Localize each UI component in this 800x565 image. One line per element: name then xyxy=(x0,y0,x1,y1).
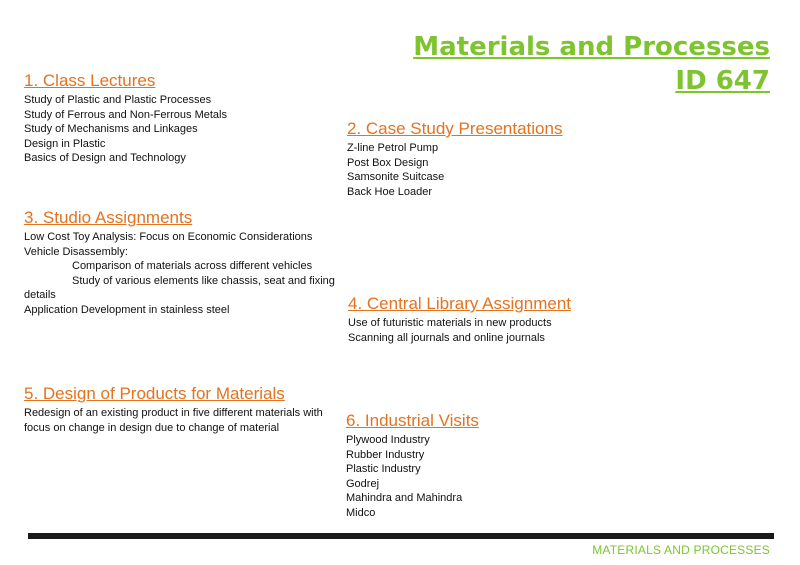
section-class-lectures xyxy=(24,70,227,166)
section-heading: 5. Design of Products for Materials xyxy=(24,384,285,403)
page-title xyxy=(413,30,770,98)
list-item: Godrej xyxy=(346,477,380,490)
section-industrial-visits xyxy=(346,410,479,520)
footer-divider xyxy=(28,533,774,539)
list-item: Use of futuristic materials in new products xyxy=(348,317,552,329)
list-item: Plywood Industry xyxy=(346,434,430,446)
list-item: Rubber Industry xyxy=(346,448,425,461)
sub-item: Comparison of materials across different vehicles xyxy=(72,260,313,272)
list-item: Samsonite Suitcase xyxy=(347,171,445,183)
sub-item: Study of various elements like chassis, seat and fixing details xyxy=(24,274,335,301)
list-item: Low Cost Toy Analysis: Focus on Economic Considerations xyxy=(24,231,313,243)
section-heading: 6. Industrial Visits xyxy=(346,411,479,430)
section-central-library xyxy=(348,293,571,345)
title-line-1: Materials and Processes xyxy=(413,32,770,62)
section-design-products xyxy=(24,383,342,435)
list-item: Application Development in stainless steel xyxy=(24,303,230,316)
list-item: Back Hoe Loader xyxy=(347,185,432,198)
section-heading: 1. Class Lectures xyxy=(24,71,156,90)
list-item: Post Box Design xyxy=(347,156,429,169)
list-item: Scanning all journals and online journals xyxy=(348,331,545,344)
list-item: Vehicle Disassembly: xyxy=(24,245,128,258)
list-item: Mahindra and Mahindra xyxy=(346,492,463,504)
list-item: Midco xyxy=(346,506,376,519)
section-heading: 3. Studio Assignments xyxy=(24,208,193,227)
section-studio-assignments xyxy=(24,207,342,317)
list-item: Plastic Industry xyxy=(346,463,421,475)
title-line-2: ID 647 xyxy=(675,66,770,96)
list-item: Study of Ferrous and Non-Ferrous Metals xyxy=(24,108,227,121)
footer-label: MATERIALS AND PROCESSES xyxy=(592,543,770,557)
list-item: Design in Plastic xyxy=(24,137,106,150)
section-heading: 4. Central Library Assignment xyxy=(348,294,571,313)
list-item: Study of Plastic and Plastic Processes xyxy=(24,94,212,106)
section-case-study xyxy=(347,118,562,199)
paragraph: Redesign of an existing product in five different materials with focus on change in design due to change of material xyxy=(24,407,323,434)
list-item: Study of Mechanisms and Linkages xyxy=(24,123,198,135)
list-item: Basics of Design and Technology xyxy=(24,152,186,164)
section-heading: 2. Case Study Presentations xyxy=(347,119,563,138)
list-item: Z-line Petrol Pump xyxy=(347,142,439,154)
